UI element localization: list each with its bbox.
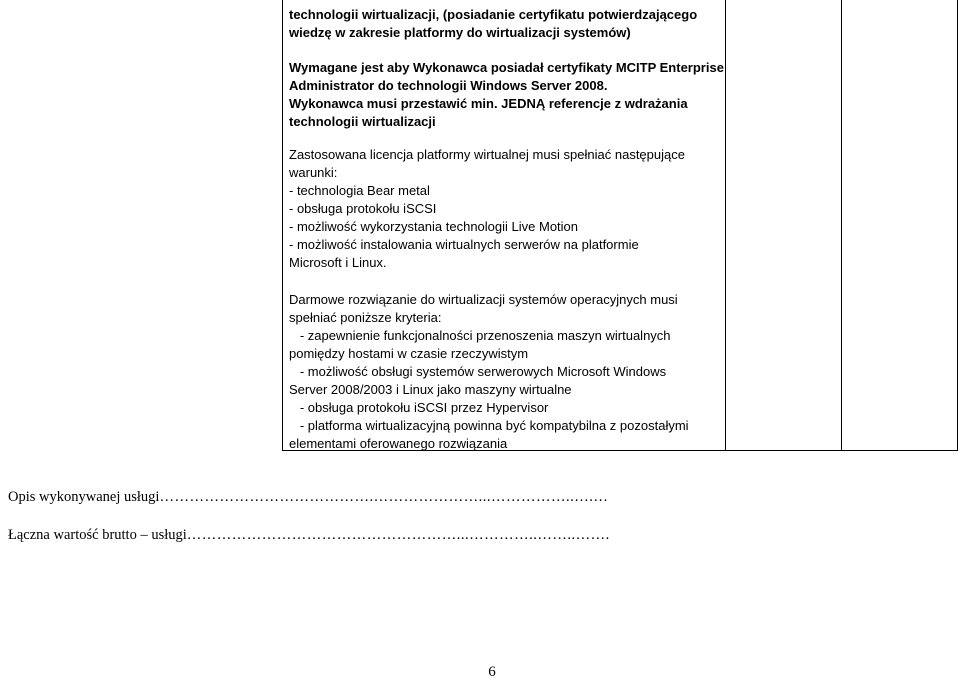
text-line: - obsługa protokołu iSCSI przez Hypervisor <box>289 400 549 415</box>
text-line: Administrator do technologii Windows Server 2008. <box>289 78 608 93</box>
text-block-license-conditions <box>289 146 719 272</box>
text-block-certification <box>289 6 719 42</box>
text-line: Wymagane jest aby Wykonawca posiadał certyfikaty MCITP Enterprise <box>289 60 724 75</box>
text-line: elementami oferowanego rozwiązania <box>289 436 508 451</box>
text-line: - możliwość obsługi systemów serwerowych Microsoft Windows <box>289 364 667 379</box>
text-line: technologii wirtualizacji, (posiadanie certyfikatu potwierdzającego <box>289 7 698 22</box>
text-line: Darmowe rozwiązanie do wirtualizacji systemów operacyjnych musi <box>289 292 678 307</box>
fill-dots: …………………………………….…………………...……………..….… <box>159 489 609 505</box>
text-line: - możliwość instalowania wirtualnych serwerów na platformie <box>289 237 639 252</box>
text-line: Zastosowana licencja platformy wirtualnej musi spełniać następujące <box>289 147 685 162</box>
text-line: - platforma wirtualizacyjną powinna być kompatybilna z pozostałymi <box>289 418 689 433</box>
total-value-line <box>8 527 610 544</box>
text-line: - obsługa protokołu iSCSI <box>289 201 437 216</box>
service-description-line <box>8 489 608 506</box>
text-line: warunki: <box>289 165 338 180</box>
text-line: - możliwość wykorzystania technologii Live Motion <box>289 219 579 234</box>
dash-separator: – <box>136 527 152 543</box>
page-number: 6 <box>488 664 496 680</box>
total-value-label: Łączna wartość brutto <box>8 527 137 543</box>
text-line: wiedzę w zakresie platformy do wirtualizacji systemów) <box>289 25 631 40</box>
table-cell-empty-1 <box>725 0 842 451</box>
text-line: Wykonawca musi przestawić min. JEDNĄ referencje z wdrażania <box>289 96 688 111</box>
text-line: - technologia Bear metal <box>289 183 430 198</box>
text-block-requirements <box>289 59 724 131</box>
total-value-label-suffix: usługi <box>151 527 187 543</box>
text-line: spełniać poniższe kryteria: <box>289 310 442 325</box>
text-block-free-solution <box>289 291 719 453</box>
text-line: Microsoft i Linux. <box>289 255 387 270</box>
table-cell-empty-2 <box>841 0 958 451</box>
text-line: pomiędzy hostami w czasie rzeczywistym <box>289 346 529 361</box>
service-description-label: Opis wykonywanej usługi <box>8 489 160 505</box>
fill-dots: ………………………………………………...…………..……..……. <box>186 527 610 543</box>
text-line: technologii wirtualizacji <box>289 114 436 129</box>
text-line: Server 2008/2003 i Linux jako maszyny wirtualne <box>289 382 572 397</box>
text-line: - zapewnienie funkcjonalności przenoszenia maszyn wirtualnych <box>289 328 671 343</box>
